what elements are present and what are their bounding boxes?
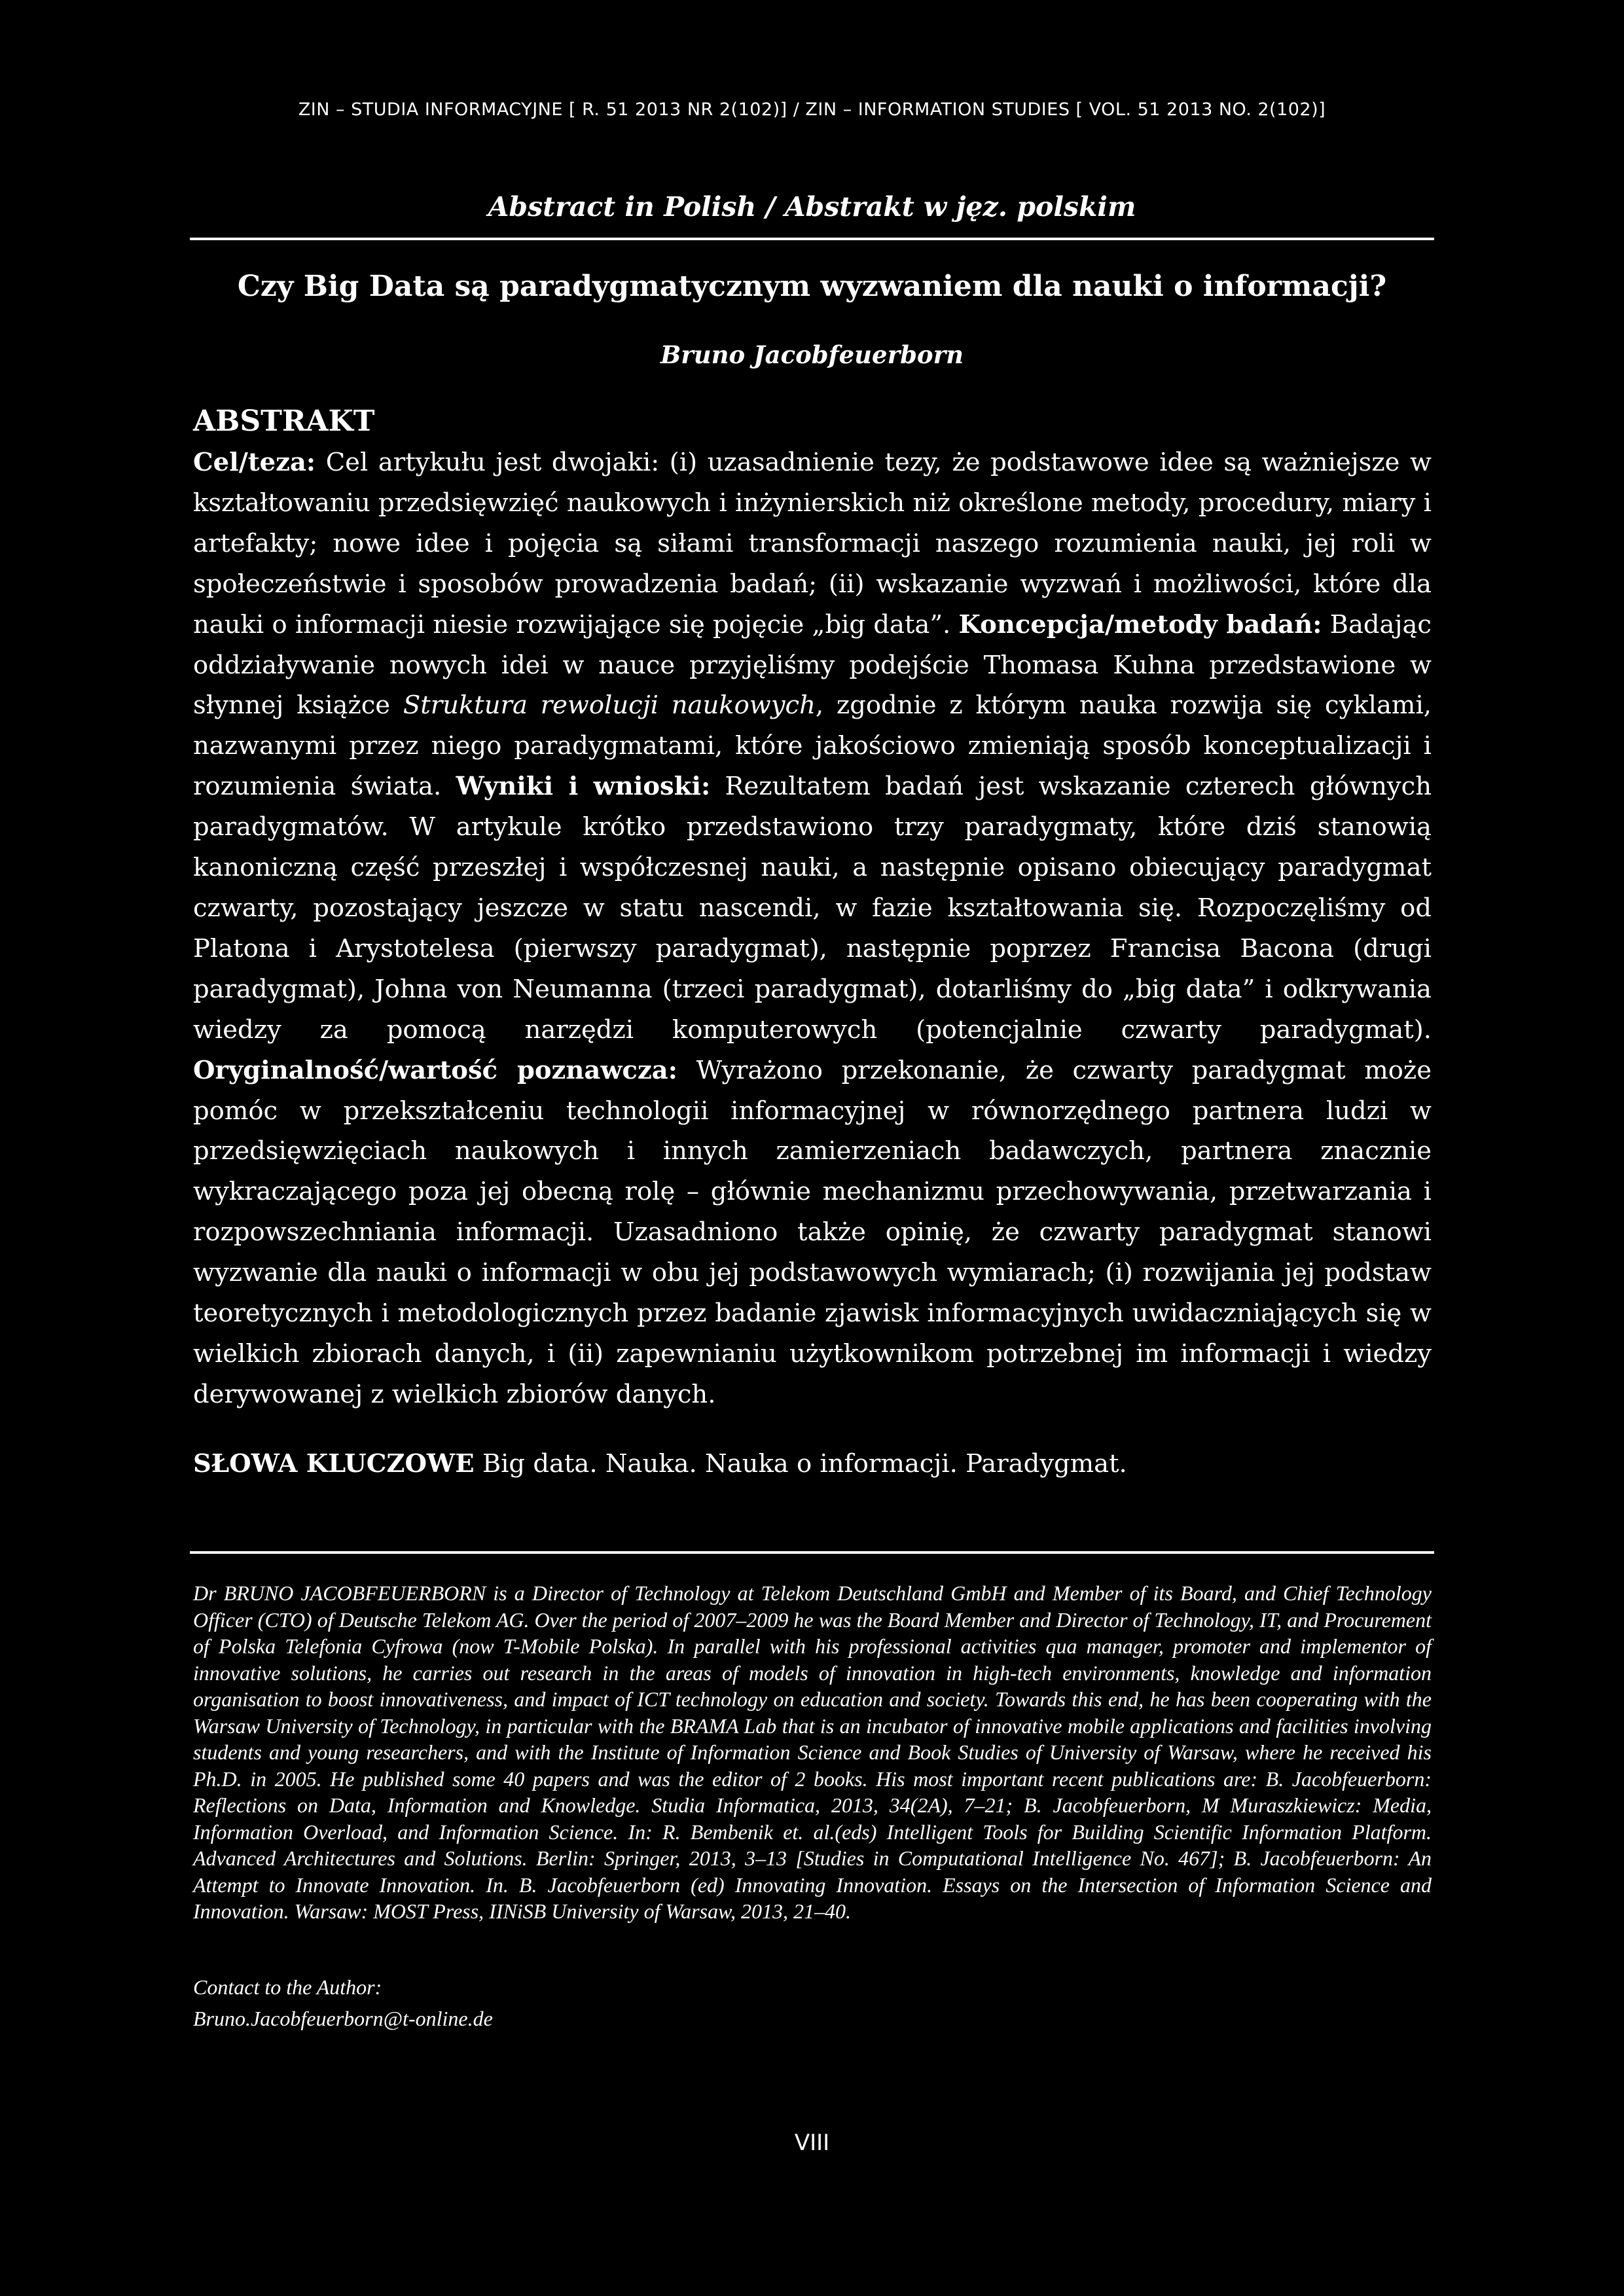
purpose-text: Cel artykułu jest dwojaki: (i) uzasadnienie tezy, że podstawowe idee są ważniejsze w kształtowaniu przedsięwzięć naukowych i inżynierskich niż określone metody, procedury, miary i artefakty; nowe idee i pojęcia są siłami transformacji naszego rozumienia nauki, jej roli w społeczeństwie i sposobów prowadzenia badań; (ii) wskazanie wyzwań i możliwości, które dla nauki o informacji niesie rozwijające się pojęcie „big data”.	[193, 448, 1432, 639]
author-name: Bruno Jacobfeuerborn	[660, 340, 964, 369]
keywords-text: Big data. Nauka. Nauka o informacji. Paradygmat.	[474, 1449, 1127, 1479]
running-header: ZIN – STUDIA INFORMACYJNE [ R. 51 2013 NR 2(102)] / ZIN – INFORMATION STUDIES [ VOL. 51 2013 NO. 2(102)]	[298, 99, 1326, 120]
method-text-continued: , zgodnie z którym nauka rozwija się cyklami, nazwanymi przez niego paradygmatami, które jakościowo zmieniają sposób konceptualizacji i rozumienia świata.	[193, 691, 1432, 802]
bottom-divider	[190, 1551, 1434, 1554]
results-label: Wyniki i wnioski:	[456, 772, 711, 802]
method-text: Badając oddziaływanie nowych idei w nauce przyjęliśmy podejście Thomasa Kuhna przedstawione w słynnej książce	[193, 609, 1432, 721]
abstract-body	[193, 442, 1432, 1415]
section-label: Abstract in Polish / Abstrakt w jęz. polskim	[488, 191, 1136, 223]
method-label: Koncepcja/metody badań:	[958, 609, 1322, 639]
originality-text: Wyrażono przekonanie, że czwarty paradygmat może pomóc w przekształceniu technologii informacyjnej w równorzędnego partnera ludzi w przedsięwzięciach naukowych i innych zamierzeniach badawczych, partnera znacznie wykraczającego poza jej obecną rolę – głównie mechanizmu przechowywania, przetwarzania i rozpowszechniania informacji. Uzasadniono także opinię, że czwarty paradygmat stanowi wyzwanie dla nauki o informacji w obu jej podstawowych wymiarach; (i) rozwijania jej podstaw teoretycznych i metodologicznych przez badanie zjawisk informacyjnych uwidaczniających się w wielkich zbiorach danych, i (ii) zapewnianiu użytkownikom potrzebnej im informacji i wiedzy derywowanej z wielkich zbiorów danych.	[193, 1055, 1432, 1409]
author-contact	[193, 1971, 1432, 2034]
results-text: Rezultatem badań jest wskazanie czterech głównych paradygmatów. W artykule krótko przedstawiono trzy paradygmaty, które dziś stanowią kanoniczną część przeszłej i współczesnej nauki, a następnie opisano obiecujący paradygmat czwarty, pozostający jeszcze w statu nascendi, w fazie kształtowania się. Rozpoczęliśmy od Platona i Arystotelesa (pierwszy paradygmat), następnie poprzez Francisa Bacona (drugi paradygmat), Johna von Neumanna (trzeci paradygmat), dotarliśmy do „big data” i odkrywania wiedzy za pomocą narzędzi komputerowych (potencjalnie czwarty paradygmat).	[193, 772, 1432, 1045]
author-bio: Dr BRUNO JACOBFEUERBORN is a Director of Technology at Telekom Deutschland GmbH and Member of its Board, and Chief Technology Officer (CTO) of Deutsche Telekom AG. Over the period of 2007–2009 he was the Board Member and Director of Technology, IT, and Procurement of Polska Telefonia Cyfrowa (now T-Mobile Polska). In parallel with his professional activities qua manager, promoter and implementor of innovative solutions, he carries out research in the areas of models of innovation in high-tech environments, knowledge and information organisation to boost innovativeness, and impact of ICT technology on education and society. Towards this end, he has been cooperating with the Warsaw University of Technology, in particular with the BRAMA Lab that is an incubator of innovative mobile applications and facilities involving students and young researchers, and with the Institute of Information Science and Book Studies of University of Warsaw, where he received his Ph.D. in 2005. He published some 40 papers and was the editor of 2 books. His most important recent publications are: B. Jacobfeuerborn: Reflections on Data, Information and Knowledge. Studia Informatica, 2013, 34(2A), 7–21; B. Jacobfeuerborn, M Muraszkiewicz: Media, Information Overload, and Information Science. In: R. Bembenik et. al.(eds) Intelligent Tools for Building Scientific Information Platform. Advanced Architectures and Solutions. Berlin: Springer, 2013, 3–13 [Studies in Computational Intelligence No. 467]; B. Jacobfeuerborn: An Attempt to Innovate Innovation. In. B. Jacobfeuerborn (ed) Innovating Innovation. Essays on the Intersection of Information Science and Innovation. Warsaw: MOST Press, IINiSB University of Warsaw, 2013, 21–40.	[193, 1581, 1432, 1923]
top-divider	[190, 238, 1434, 240]
keywords-label: SŁOWA KLUCZOWE	[193, 1449, 475, 1479]
originality-label: Oryginalność/wartość poznawcza:	[193, 1055, 677, 1085]
keywords	[193, 1444, 1432, 1484]
paper-title: Czy Big Data są paradygmatycznym wyzwaniem dla nauki o informacji?	[237, 270, 1387, 303]
page-number: VIII	[794, 2130, 830, 2156]
contact-label: Contact to the Author:	[193, 1975, 382, 1999]
contact-email: Bruno.Jacobfeuerborn@t-online.de	[193, 2007, 493, 2030]
abstract-heading: ABSTRAKT	[193, 404, 375, 438]
purpose-label: Cel/teza:	[193, 448, 316, 477]
book-title: Struktura rewolucji naukowych	[403, 691, 816, 721]
